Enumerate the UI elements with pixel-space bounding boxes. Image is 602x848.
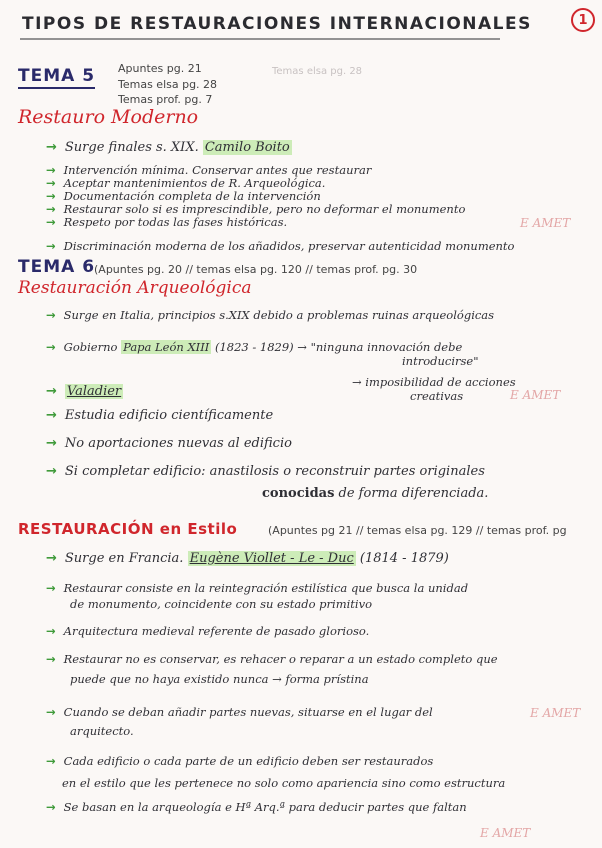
- list-item: → Respeto por todas las fases históricas.: [46, 215, 288, 229]
- list-item: → Restaurar consiste en la reintegración estilística que busca la unidad: [46, 581, 469, 595]
- arrow-right-icon: →: [46, 163, 56, 177]
- arrow-right-icon: →: [46, 176, 56, 190]
- page-title: TIPOS DE RESTAURACIONES INTERNACIONALES: [22, 14, 532, 34]
- list-item: → Cuando se deban añadir partes nuevas, situarse en el lugar del: [46, 705, 433, 719]
- continuation: en el estilo que les pertenece no solo como apariencia sino como estructura: [62, 776, 506, 790]
- continuation: → imposibilidad de acciones: [352, 375, 516, 389]
- title-underline: [20, 37, 500, 41]
- list-item: → Restaurar no es conservar, es rehacer o reparar a un estado completo que: [46, 652, 498, 666]
- list-item: → Documentación completa de la intervención: [46, 189, 321, 203]
- arrow-right-icon: →: [46, 340, 56, 354]
- arrow-right-icon: →: [46, 239, 56, 253]
- arrow-right-icon: →: [46, 215, 56, 229]
- list-item: → Si completar edificio: anastilosis o reconstruir partes originales: [46, 464, 485, 479]
- arrow-right-icon: →: [46, 551, 57, 566]
- tema5-ref-1: Apuntes pg. 21: [118, 62, 202, 75]
- list-item: [46, 384, 123, 399]
- watermark: E AMET: [520, 216, 571, 230]
- tema6-label: TEMA 6: [18, 257, 96, 277]
- arrow-right-icon: →: [46, 408, 57, 423]
- continuation: creativas: [410, 389, 464, 403]
- arrow-right-icon: →: [46, 384, 57, 399]
- list-item: → Surge finales s. XIX. Camilo Boito: [46, 140, 290, 155]
- list-item: → Arquitectura medieval referente de pasado glorioso.: [46, 624, 370, 638]
- tema5-label: TEMA 5: [18, 66, 95, 89]
- list-item: → Discriminación moderna de los añadidos, preservar autenticidad monumento: [46, 239, 515, 253]
- watermark: E AMET: [510, 388, 561, 402]
- estilo-refs: (Apuntes pg 21 // temas elsa pg. 129 // temas prof. pg: [268, 524, 567, 537]
- arrow-right-icon: →: [46, 705, 56, 719]
- arrow-right-icon: →: [46, 624, 56, 638]
- heading-restauro-moderno: Restauro Moderno: [18, 106, 199, 128]
- list-item: → Intervención mínima. Conservar antes que restaurar: [46, 163, 372, 177]
- continuation: conocidas de forma diferenciada.: [262, 486, 489, 501]
- tema5-ref-3: Temas prof. pg. 7: [118, 93, 213, 106]
- arrow-right-icon: →: [46, 652, 56, 666]
- watermark: E AMET: [530, 706, 581, 720]
- highlight-valadier: Valadier: [66, 384, 122, 399]
- continuation: de monumento, coincidente con su estado primitivo: [70, 597, 373, 611]
- highlight-camilo-boito: Camilo Boito: [204, 140, 290, 155]
- tema6-refs: (Apuntes pg. 20 // temas elsa pg. 120 // temas prof. pg. 30: [94, 263, 418, 276]
- arrow-right-icon: →: [46, 581, 56, 595]
- highlight-viollet: Eugène Viollet - Le - Duc: [189, 551, 354, 566]
- list-item: → Cada edificio o cada parte de un edificio deben ser restaurados: [46, 754, 434, 768]
- arrow-right-icon: →: [46, 800, 56, 814]
- list-item: → Estudia edificio científicamente: [46, 408, 274, 423]
- watermark: E AMET: [480, 826, 531, 840]
- list-item: → Gobierno Papa León XIII (1823 - 1829) → "ninguna innovación debe: [46, 340, 463, 354]
- list-item: → Surge en Francia. Eugène Viollet - Le - Duc (1814 - 1879): [46, 551, 449, 566]
- arrow-right-icon: →: [46, 140, 57, 155]
- continuation: arquitecto.: [70, 724, 134, 738]
- heading-restauracion-arqueologica: Restauración Arqueológica: [18, 278, 252, 298]
- list-item: → Restaurar solo si es imprescindible, pero no deformar el monumento: [46, 202, 466, 216]
- continuation: introducirse": [402, 354, 479, 368]
- arrow-right-icon: →: [46, 202, 56, 216]
- heading-restauracion-estilo: RESTAURACIÓN en Estilo: [18, 520, 238, 538]
- arrow-right-icon: →: [46, 189, 56, 203]
- tema5-ref-2: Temas elsa pg. 28: [118, 78, 218, 91]
- arrow-right-icon: →: [46, 754, 56, 768]
- arrow-right-icon: →: [46, 308, 56, 322]
- tema5-ref-4: Temas elsa pg. 28: [272, 66, 363, 77]
- arrow-right-icon: →: [46, 464, 57, 479]
- highlight-papa-leon: Papa León XIII: [123, 340, 210, 354]
- list-item: → Surge en Italia, principios s.XIX debido a problemas ruinas arqueológicas: [46, 308, 495, 322]
- page-number-circle: 1: [571, 8, 595, 32]
- continuation: puede que no haya existido nunca → forma prístina: [70, 672, 369, 686]
- list-item: → No aportaciones nuevas al edificio: [46, 436, 292, 451]
- list-item: → Se basan en la arqueología e Hª Arq.ª para deducir partes que faltan: [46, 800, 467, 814]
- list-item: → Aceptar mantenimientos de R. Arqueológica.: [46, 176, 326, 190]
- arrow-right-icon: →: [46, 436, 57, 451]
